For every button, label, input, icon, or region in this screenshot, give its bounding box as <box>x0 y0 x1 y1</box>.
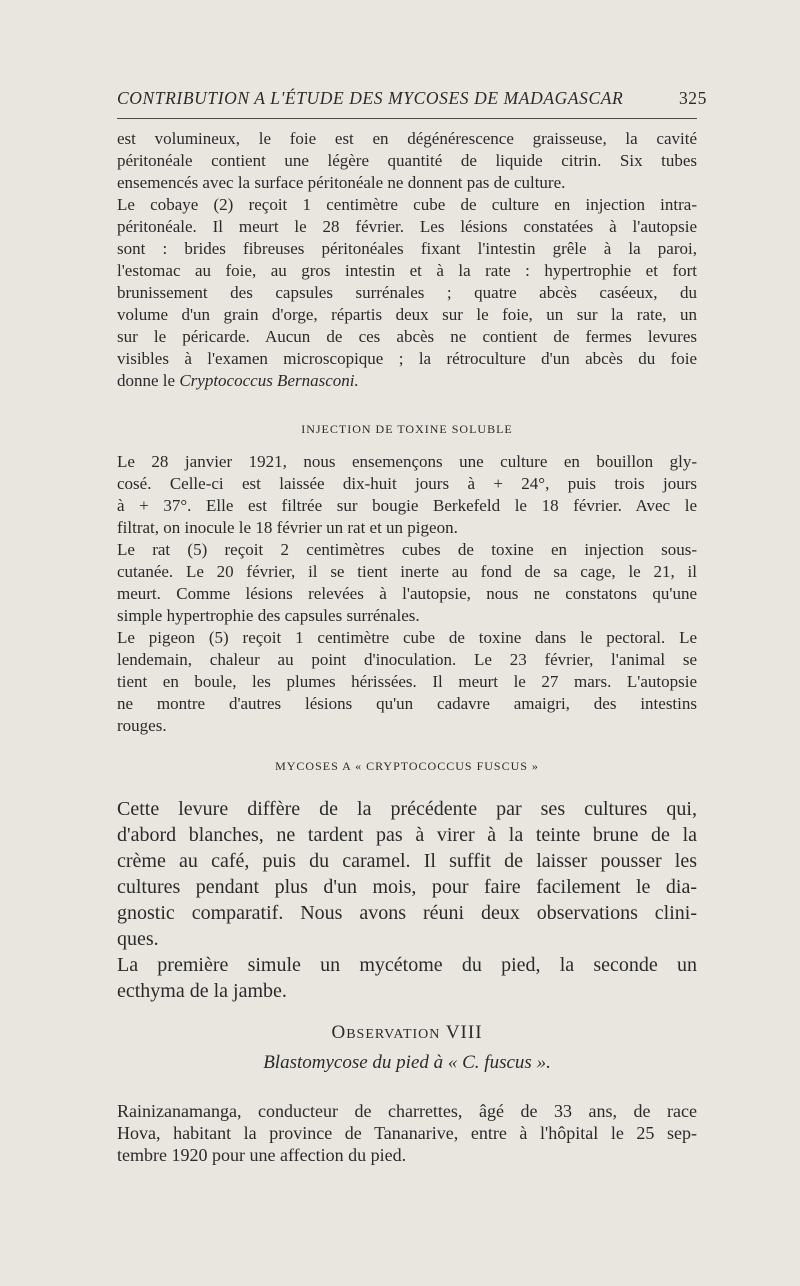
text-line: visibles à l'examen microscopique ; la rétroculture d'un abcès du foie <box>117 349 697 368</box>
subtitle-species: C. fuscus <box>462 1052 532 1073</box>
section-heading-fuscus: MYCOSES A « CRYPTOCOCCUS FUSCUS » <box>275 759 539 773</box>
text-line: Hova, habitant la province de Tananarive, entre à l'hôpital le 25 sep- <box>117 1123 697 1143</box>
paragraph-5 <box>117 627 697 737</box>
text-line: Rainizanamanga, conducteur de charrettes, âgé de 33 ans, de race <box>117 1101 697 1121</box>
page-number: 325 <box>678 88 707 108</box>
text-line: péritonéale. Il meurt le 28 février. Les lésions constatées à l'autopsie <box>117 217 697 236</box>
text-line: Cette levure diffère de la précédente par ses cultures qui, <box>117 798 697 820</box>
text-line: cutanée. Le 20 février, il se tient inerte au fond de sa cage, le 21, il <box>117 562 697 581</box>
text-line: ensemencés avec la surface péritonéale ne donnent pas de culture. <box>117 173 566 192</box>
text-line: crème au café, puis du caramel. Il suffit de laisser pousser les <box>117 850 697 872</box>
header-rule <box>117 118 697 119</box>
section-heading-toxine: INJECTION DE TOXINE SOLUBLE <box>301 422 513 436</box>
text-line: cultures pendant plus d'un mois, pour faire facilement le dia- <box>117 876 697 898</box>
observation-number: VIII <box>445 1022 483 1043</box>
text-line: Le rat (5) reçoit 2 centimètres cubes de toxine en injection sous- <box>117 540 697 559</box>
observation-heading <box>117 1022 697 1044</box>
page-content <box>117 128 697 1166</box>
subtitle-suffix: ». <box>531 1052 551 1073</box>
text-line: simple hypertrophie des capsules surrénales. <box>117 606 420 625</box>
text-line: ne montre d'autres lésions qu'un cadavre amaigri, des intestins <box>117 694 697 713</box>
paragraph-7 <box>117 952 697 1004</box>
text-line: Le 28 janvier 1921, nous ensemençons une culture en bouillon gly- <box>117 452 697 471</box>
text-line: lendemain, chaleur au point d'inoculation. Le 23 février, l'animal se <box>117 650 697 669</box>
text-line: ques. <box>117 928 159 950</box>
paragraph-2 <box>117 194 697 392</box>
text-line: cosé. Celle-ci est laissée dix-huit jours à + 24°, puis trois jours <box>117 474 697 493</box>
text-line <box>117 370 697 392</box>
text-line: sont : brides fibreuses péritonéales fixant l'intestin grêle à la paroi, <box>117 239 697 258</box>
text-line: est volumineux, le foie est en dégénérescence graisseuse, la cavité <box>117 129 697 148</box>
text-line: l'estomac au foie, au gros intestin et à la rate : hypertrophie et fort <box>117 261 697 280</box>
text-line: filtrat, on inocule le 18 février un rat et un pigeon. <box>117 518 458 537</box>
text-line: ecthyma de la jambe. <box>117 980 287 1002</box>
text-line: sur le péricarde. Aucun de ces abcès ne contient de fermes levures <box>117 327 697 346</box>
text-line: Le cobaye (2) reçoit 1 centimètre cube de culture en injection intra- <box>117 195 697 214</box>
text-line: rouges. <box>117 716 167 735</box>
text-line: tient en boule, les plumes hérissées. Il meurt le 27 mars. L'autopsie <box>117 672 697 691</box>
species-name: Cryptococcus Bernasconi. <box>179 371 359 390</box>
text-line: meurt. Comme lésions relevées à l'autopsie, nous ne constatons qu'une <box>117 584 697 603</box>
paragraph-8 <box>117 1100 697 1166</box>
paragraph-1 <box>117 128 697 194</box>
paragraph-6 <box>117 796 697 952</box>
text-span: donne le <box>117 371 180 390</box>
text-line: d'abord blanches, ne tardent pas à virer à la teinte brune de la <box>117 824 697 846</box>
subtitle-prefix: Blastomycose du pied à « <box>263 1052 463 1073</box>
text-line: brunissement des capsules surrénales ; quatre abcès caséeux, du <box>117 283 697 302</box>
observation-subtitle <box>117 1052 697 1074</box>
running-head-title: CONTRIBUTION A L'ÉTUDE DES MYCOSES DE MADAGASCAR <box>117 88 624 108</box>
observation-word: BSERVATION <box>346 1027 441 1042</box>
paragraph-3 <box>117 451 697 539</box>
paragraph-4 <box>117 539 697 627</box>
text-line: volume d'un grain d'orge, répartis deux sur le foie, un sur la rate, un <box>117 305 697 324</box>
text-line: tembre 1920 pour une affection du pied. <box>117 1145 407 1165</box>
text-line: à + 37°. Elle est filtrée sur bougie Berkefeld le 18 février. Avec le <box>117 496 697 515</box>
text-line: Le pigeon (5) reçoit 1 centimètre cube de toxine dans le pectoral. Le <box>117 628 697 647</box>
running-head <box>117 88 707 109</box>
observation-initial: O <box>331 1022 347 1043</box>
text-line: gnostic comparatif. Nous avons réuni deux observations clini- <box>117 902 697 924</box>
text-line: La première simule un mycétome du pied, la seconde un <box>117 954 697 976</box>
text-line: péritonéale contient une légère quantité de liquide citrin. Six tubes <box>117 151 697 170</box>
